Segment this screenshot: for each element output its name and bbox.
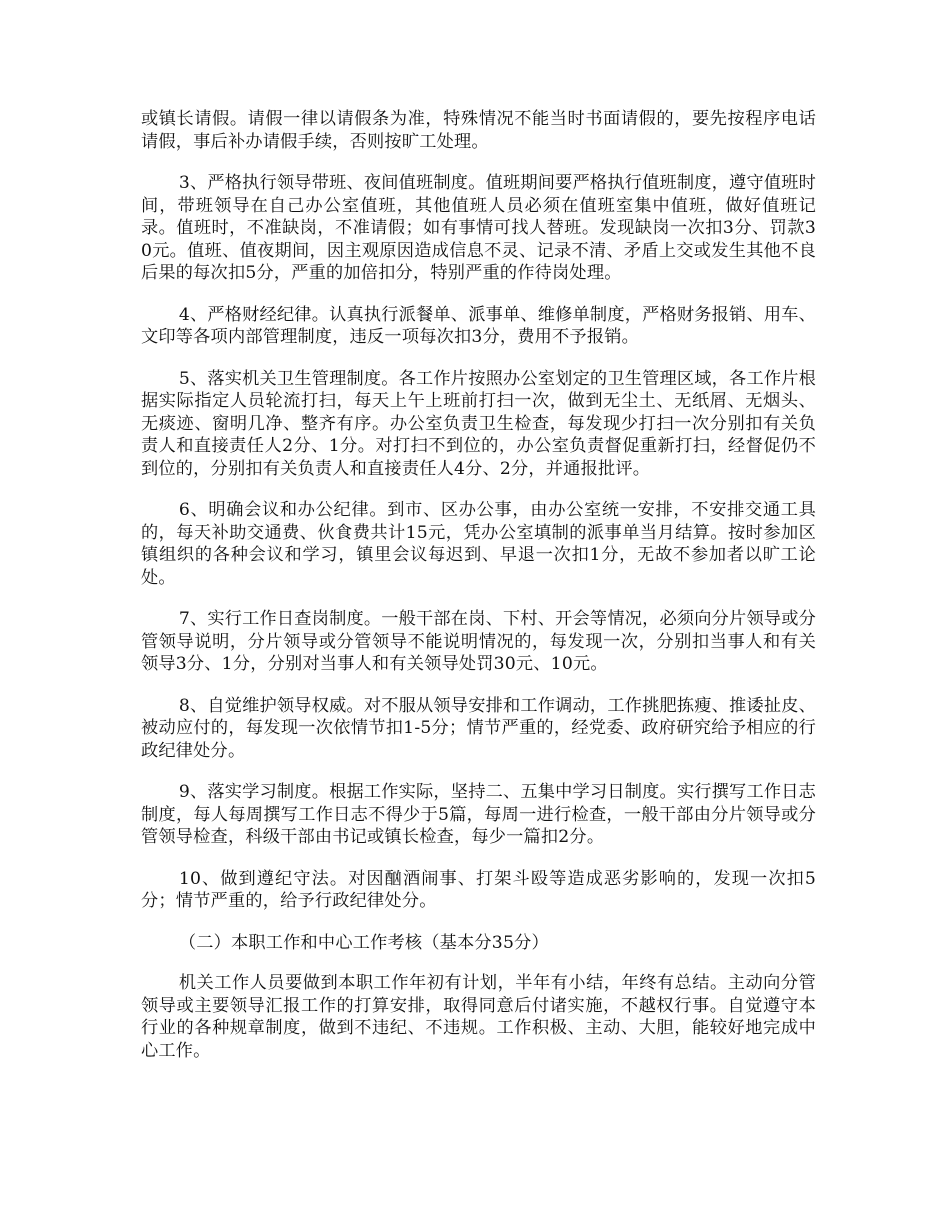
- document-body: [141, 108, 816, 1081]
- paragraph-duty-assessment: 机关工作人员要做到本职工作年初有计划，半年有小结，年终有总结。主动向分管领导或主要领导汇报工作的打算安排，取得同意后付诸实施，不越权行事。自觉遵守本行业的各种规章制度，做到不违纪、不违规。工作积极、主动、大胆，能较好地完成中心工作。: [141, 973, 816, 1061]
- paragraph-finance-discipline: 4、严格财经纪律。认真执行派餐单、派事单、维修单制度，严格财务报销、用车、文印等各项内部管理制度，违反一项每次扣3分，费用不予报销。: [141, 304, 816, 347]
- paragraph-leadership-authority: 8、自觉维护领导权威。对不服从领导安排和工作调动，工作挑肥拣瘦、推诿扯皮、被动应付的，每发现一次依情节扣1-5分；情节严重的，经党委、政府研究给予相应的行政纪律处分。: [141, 695, 816, 761]
- paragraph-study-system: 9、落实学习制度。根据工作实际，坚持二、五集中学习日制度。实行撰写工作日志制度，每人每周撰写工作日志不得少于5篇，每周一进行检查，一般干部由分片领导或分管领导检查，科级干部由书记或镇长检查，每少一篇扣2分。: [141, 782, 816, 847]
- section-heading: （二）本职工作和中心工作考核（基本分35分）: [178, 932, 549, 953]
- paragraph-law-abiding: 10、做到遵纪守法。对因酗酒闹事、打架斗殴等造成恶劣影响的，发现一次扣5分；情节严重的，给予行政纪律处分。: [141, 868, 816, 911]
- paragraph-leave-request: 或镇长请假。请假一律以请假条为准，特殊情况不能当时书面请假的，要先按程序电话请假，事后补办请假手续，否则按旷工处理。: [141, 109, 816, 152]
- paragraph-meeting-discipline: 6、明确会议和办公纪律。到市、区办公事，由办公室统一安排，不安排交通工具的，每天补助交通费、伙食费共计15元，凭办公室填制的派事单当月结算。按时参加区镇组织的各种会议和学习，镇里会议每迟到、早退一次扣1分，无故不参加者以旷工论处。: [141, 500, 816, 588]
- paragraph-duty-rules: 3、严格执行领导带班、夜间值班制度。值班期间要严格执行值班制度，遵守值班时间，带班领导在自己办公室值班，其他值班人员必须在值班室集中值班，做好值班记录。值班时，不准缺岗，不准请假；如有事情可找人替班。发现缺岗一次扣3分、罚款30元。值班、值夜期间，因主观原因造成信息不灵、记录不清、矛盾上交或发生其他不良后果的每次扣5分，严重的加倍扣分，特别严重的作待岗处理。: [141, 173, 816, 283]
- paragraph-post-check: 7、实行工作日查岗制度。一般干部在岗、下村、开会等情况，必须向分片领导或分管领导说明，分片领导或分管领导不能说明情况的，每发现一次，分别扣当事人和有关领导3分、1分，分别对当事人和有关领导处罚30元、10元。: [141, 609, 816, 674]
- paragraph-hygiene-rules: 5、落实机关卫生管理制度。各工作片按照办公室划定的卫生管理区域，各工作片根据实际指定人员轮流打扫，每天上午上班前打扫一次，做到无尘土、无纸屑、无烟头、无痰迹、窗明几净、整齐有序。办公室负责卫生检查，每发现少打扫一次分别扣有关负责人和直接责任人2分、1分。对打扫不到位的，办公室负责督促重新打扫，经督促仍不到位的，分别扣有关负责人和直接责任人4分、2分，并通报批评。: [141, 368, 816, 479]
